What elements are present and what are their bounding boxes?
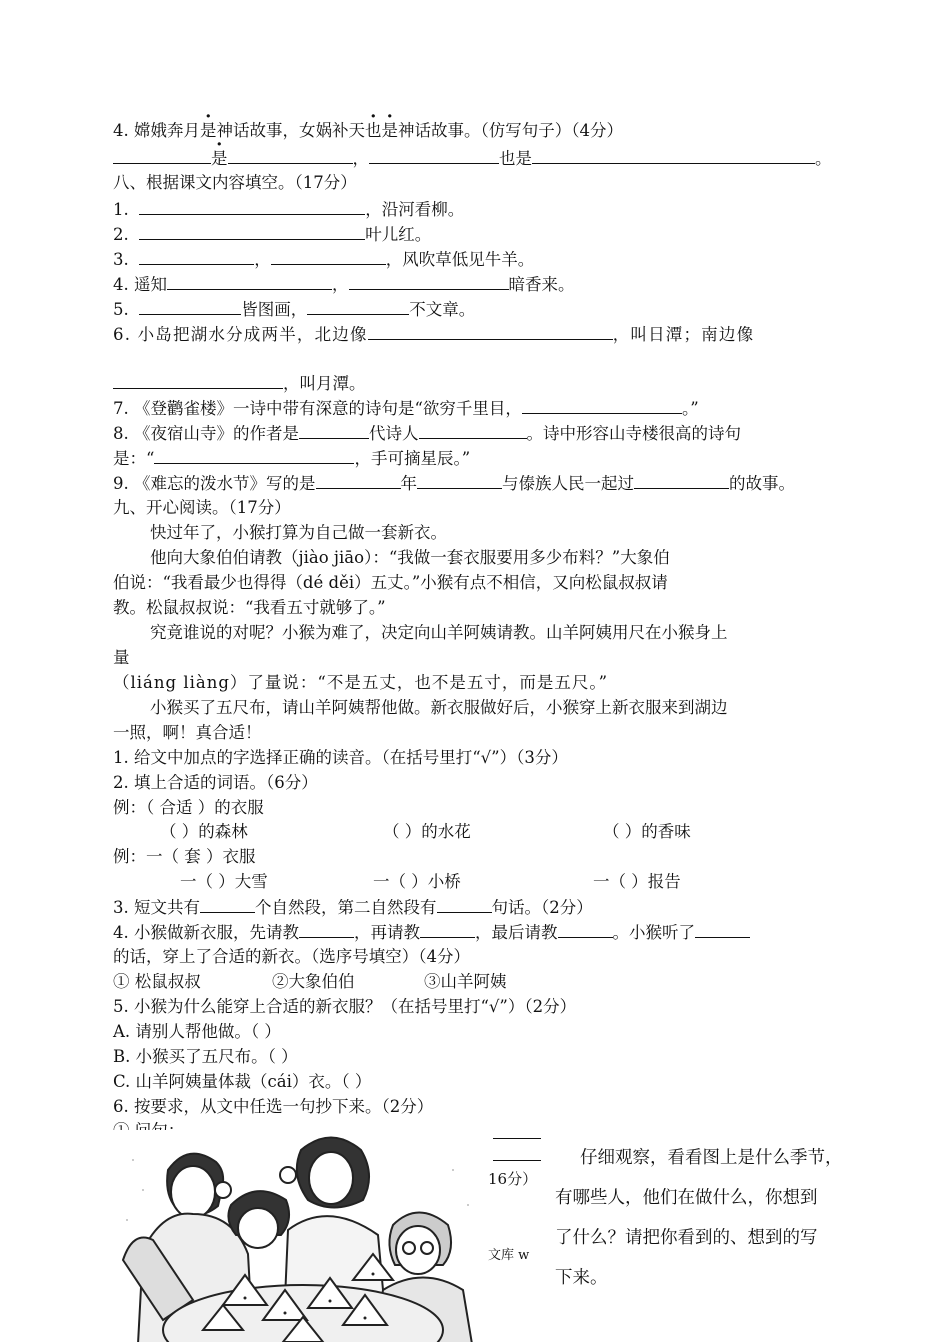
answer-blank[interactable] [113,372,283,389]
answer-blank[interactable] [200,896,255,913]
fill-word[interactable]: （ ）的水花 [383,822,471,841]
passage-p3b: 量 [113,648,130,667]
emphasis-dot: 是 [211,149,228,168]
passage-p3c: （liáng liàng）了量说：“不是五丈，也不是五寸，而是五尺。” [113,673,609,692]
answer-blank[interactable] [307,298,409,315]
answer-blank[interactable] [154,447,354,464]
passage-p3a: 究竟谁说的对呢？小猴为难了，决定向山羊阿姨请教。山羊阿姨用尺在小猴身上 [150,623,728,642]
passage-p2c: 教。松鼠叔叔说：“我看五寸就够了。” [113,598,386,617]
s8-line-9: 9. 《难忘的泼水节》写的是 年 与傣族人民一起过 的故事。 [113,474,795,493]
option-2: ②大象伯伯 [272,972,355,991]
passage-p4a: 小猴买了五尺布，请山羊阿姨帮他做。新衣服做好后，小猴穿上新衣服来到湖边 [150,698,728,717]
emphasis-dot: 是 [381,121,398,140]
s8-line-1: 1. ，沿河看柳。 [113,200,465,219]
s8-line-5: 5. 皆图画， 不文章。 [113,300,476,319]
choice-b[interactable]: B. 小猴买了五尺布。（ ） [113,1047,298,1066]
reading-q3: 3. 短文共有 个自然段，第二自然段有 句话。（2分） [113,898,593,917]
answer-blank[interactable] [634,472,729,489]
answer-blank[interactable] [558,921,613,938]
answer-blank[interactable] [349,273,509,290]
answer-blank[interactable] [167,273,332,290]
answer-blank[interactable] [139,248,254,265]
answer-blank[interactable] [417,472,502,489]
answer-blank[interactable] [139,223,365,240]
emphasis-dot: 也 [365,121,382,140]
answer-blank[interactable] [420,921,475,938]
answer-blank[interactable] [437,896,492,913]
answer-blank[interactable] [522,397,682,414]
example-1: 例：（ 合适 ）的衣服 [113,798,264,817]
answer-blank[interactable] [139,298,241,315]
answer-blank[interactable] [228,147,353,164]
q4-stem: 4. 嫦娥奔月是神话故事，女娲补天也是神话故事。（仿写句子）（4分） [113,121,623,140]
reading-q2: 2. 填上合适的词语。（6分） [113,773,318,792]
s8-line-2: 2. 叶儿红。 [113,225,432,244]
section-8-heading: 八、根据课文内容填空。（17分） [113,173,357,192]
answer-blank[interactable] [695,921,750,938]
answer-blank[interactable] [299,422,369,439]
answer-blank[interactable] [299,921,354,938]
option-1: ① 松鼠叔叔 [113,972,201,991]
fill-measure-word[interactable]: 一（ ）报告 [593,872,681,891]
answer-blank[interactable] [139,198,365,215]
answer-blank[interactable] [532,147,815,164]
s8-line-6b: ，叫月潭。 [113,372,366,395]
passage-p2a: 他向大象伯伯请教（jiào jiāo）：“我做一套衣服要用多少布料？”大象伯 [150,548,670,567]
s8-line-4: 4. 遥知 ， 暗香来。 [113,275,575,294]
answer-blank[interactable] [493,1160,541,1161]
fill-measure-word[interactable]: 一（ ）小桥 [373,872,461,891]
watermark-fragment: 文库 w [488,1248,530,1263]
choice-c[interactable]: C. 山羊阿姨量体裁（cái）衣。（ ） [113,1072,372,1091]
picture-composition-prompt: 仔细观察，看看图上是什么季节， 有哪些人，他们在做什么，你想到 了什么？请把你看到的、想到的写 下来。 [555,1148,843,1288]
family-watermelon-illustration [113,1130,485,1342]
reading-q6: 6. 按要求，从文中任选一句抄下来。（2分） [113,1097,434,1116]
choice-a[interactable]: A. 请别人帮他做。（ ） [113,1022,281,1041]
reading-q1: 1. 给文中加点的字选择正确的读音。（在括号里打“√”）（3分） [113,748,568,767]
fill-word[interactable]: （ ）的森林 [160,822,248,841]
passage-p1: 快过年了，小猴打算为自己做一套新衣。 [150,523,447,542]
reading-q4: 4. 小猴做新衣服，先请教 ，再请教 ，最后请教 。小猴听了 [113,921,750,944]
answer-blank[interactable] [369,147,499,164]
s8-line-6: 6. 小岛把湖水分成两半，北边像 ，叫日潭；南边像 [113,325,755,344]
s8-line-7: 7. 《登鹳雀楼》一诗中带有深意的诗句是“欲穷千里目， 。” [113,399,699,418]
emphasis-dot: 是 [200,121,217,140]
passage-p4b: 一照，啊！真合适！ [113,723,262,742]
answer-blank[interactable] [493,1138,541,1139]
answer-blank[interactable] [271,248,386,265]
reading-q4b: 的话，穿上了合适的新衣。（选序号填空）（4分） [113,947,470,966]
s8-line-8: 8. 《夜宿山寺》的作者是 代诗人 。诗中形容山寺楼很高的诗句 [113,424,741,443]
fill-measure-word[interactable]: 一（ ）大雪 [180,872,268,891]
example-2: 例：一（ 套 ）衣服 [113,847,256,866]
answer-blank[interactable] [113,147,211,164]
fill-word[interactable]: （ ）的香味 [603,822,691,841]
section-9-heading: 九、开心阅读。（17分） [113,498,291,517]
passage-p2b: 伯说：“我看最少也得得（dé děi）五丈。”小猴有点不相信，又向松鼠叔叔请 [113,573,668,592]
s8-line-3: 3. ， ，风吹草低见牛羊。 [113,250,535,269]
q4-answer-line: 是 ， 也是 。 [113,147,832,170]
reading-q5: 5. 小猴为什么能穿上合适的新衣服？（在括号里打“√”）（2分） [113,997,577,1016]
answer-blank[interactable] [419,422,527,439]
s8-line-8b: 是：“ ，手可摘星辰。” [113,449,471,468]
answer-blank[interactable] [316,472,401,489]
option-3: ③山羊阿姨 [424,972,507,991]
score-fragment: 16分） [488,1170,538,1188]
answer-blank[interactable] [368,323,613,340]
